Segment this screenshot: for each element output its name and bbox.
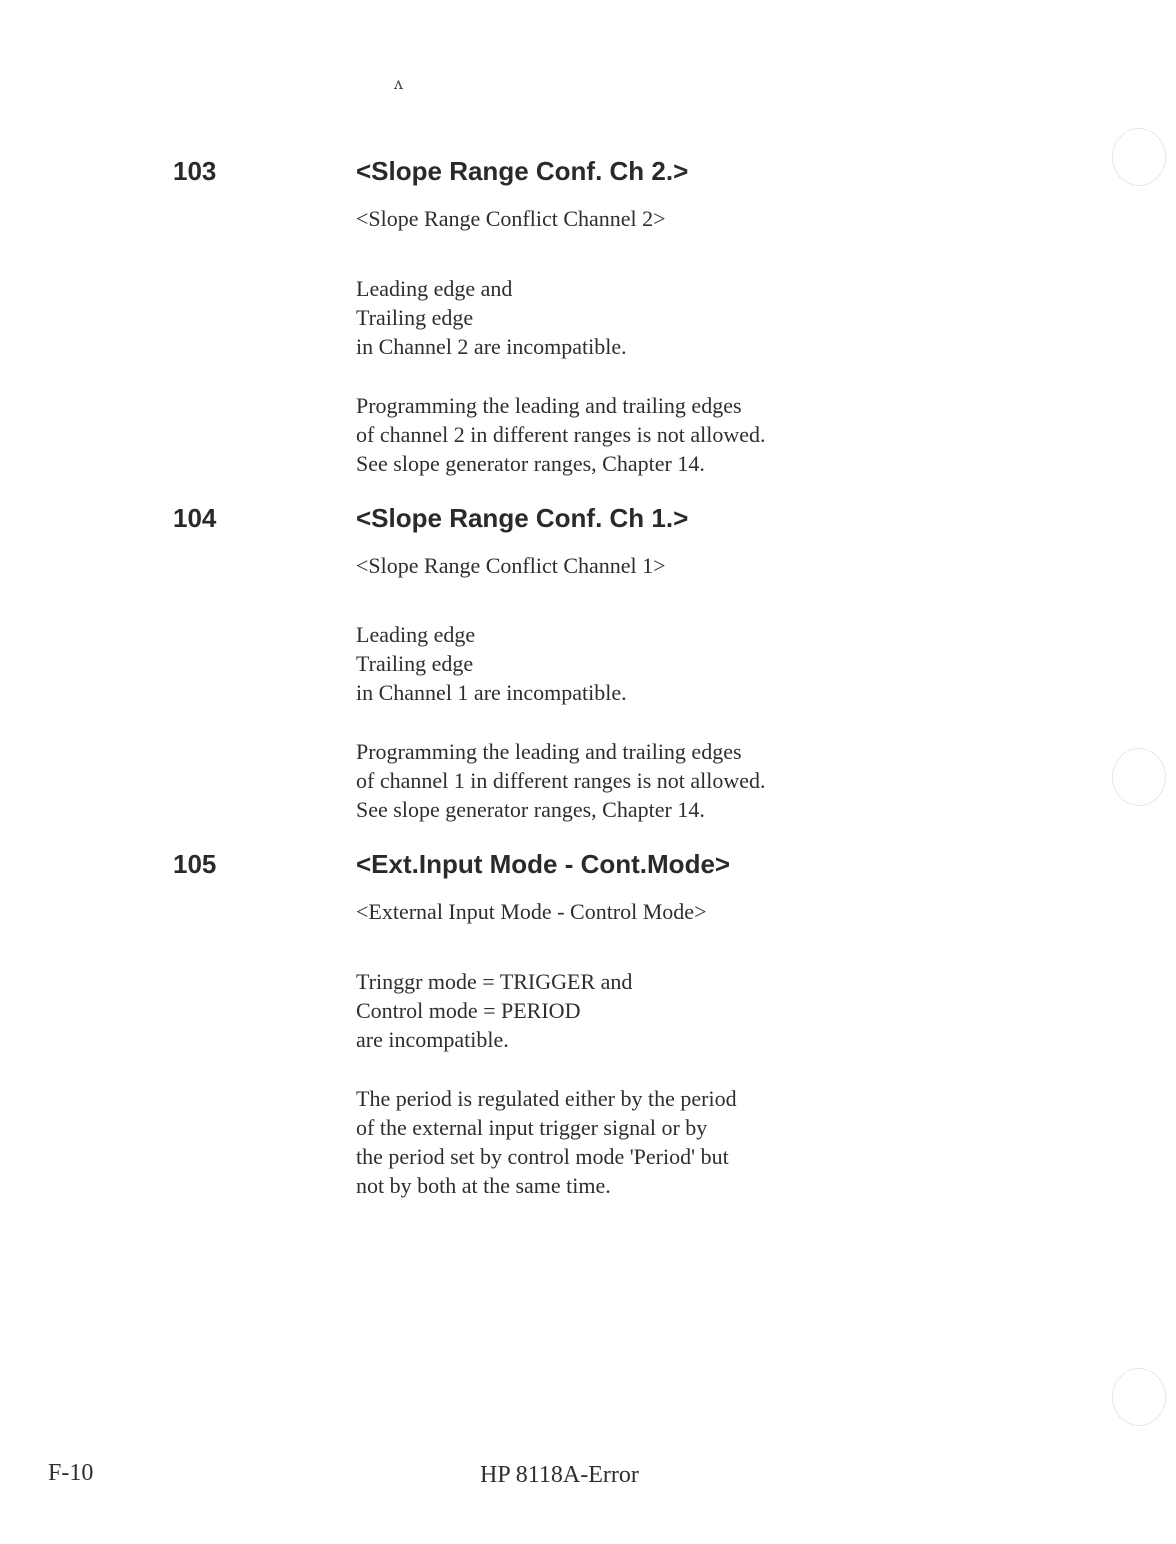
text-line: of channel 1 in different ranges is not allowed. <box>356 768 766 793</box>
text-line: Leading edge and <box>356 276 513 301</box>
punch-hole-bottom <box>1112 1368 1166 1426</box>
text-line: Trailing edge <box>356 305 474 330</box>
text-line: Leading edge <box>356 622 476 647</box>
text-line: Trailing edge <box>356 651 474 676</box>
text-line: Tringgr mode = TRIGGER and <box>356 969 633 994</box>
error-subtitle: <External Input Mode - Control Mode> <box>356 899 707 924</box>
footer-title: HP 8118A-Error <box>480 1462 639 1488</box>
text-line: The period is regulated either by the period <box>356 1086 737 1111</box>
text-line: See slope generator ranges, Chapter 14. <box>356 797 705 822</box>
punch-hole-middle <box>1112 748 1166 806</box>
text-line: not by both at the same time. <box>356 1173 611 1198</box>
stray-mark: ʌ <box>394 74 404 93</box>
error-code: 105 <box>173 849 217 879</box>
error-heading: <Slope Range Conf. Ch 2.> <box>356 156 689 186</box>
error-condition <box>356 274 627 361</box>
error-explanation <box>356 737 766 824</box>
error-subtitle: <Slope Range Conflict Channel 2> <box>356 206 666 231</box>
text-line: of the external input trigger signal or by <box>356 1115 708 1140</box>
punch-hole-top <box>1112 128 1166 186</box>
error-heading: <Slope Range Conf. Ch 1.> <box>356 503 689 533</box>
error-explanation <box>356 1084 737 1200</box>
page-number: F-10 <box>48 1460 94 1486</box>
text-line: in Channel 2 are incompatible. <box>356 334 627 359</box>
text-line: Programming the leading and trailing edges <box>356 393 742 418</box>
text-line: of channel 2 in different ranges is not allowed. <box>356 422 766 447</box>
error-explanation <box>356 391 766 478</box>
error-code: 104 <box>173 503 217 533</box>
error-condition <box>356 620 627 707</box>
error-subtitle: <Slope Range Conflict Channel 1> <box>356 553 666 578</box>
error-code: 103 <box>173 156 217 186</box>
error-condition <box>356 967 632 1054</box>
text-line: in Channel 1 are incompatible. <box>356 680 627 705</box>
error-heading: <Ext.Input Mode - Cont.Mode> <box>356 849 731 879</box>
text-line: See slope generator ranges, Chapter 14. <box>356 451 705 476</box>
text-line: the period set by control mode 'Period' but <box>356 1144 729 1169</box>
text-line: Programming the leading and trailing edges <box>356 739 742 764</box>
text-line: Control mode = PERIOD <box>356 998 581 1023</box>
text-line: are incompatible. <box>356 1027 509 1052</box>
